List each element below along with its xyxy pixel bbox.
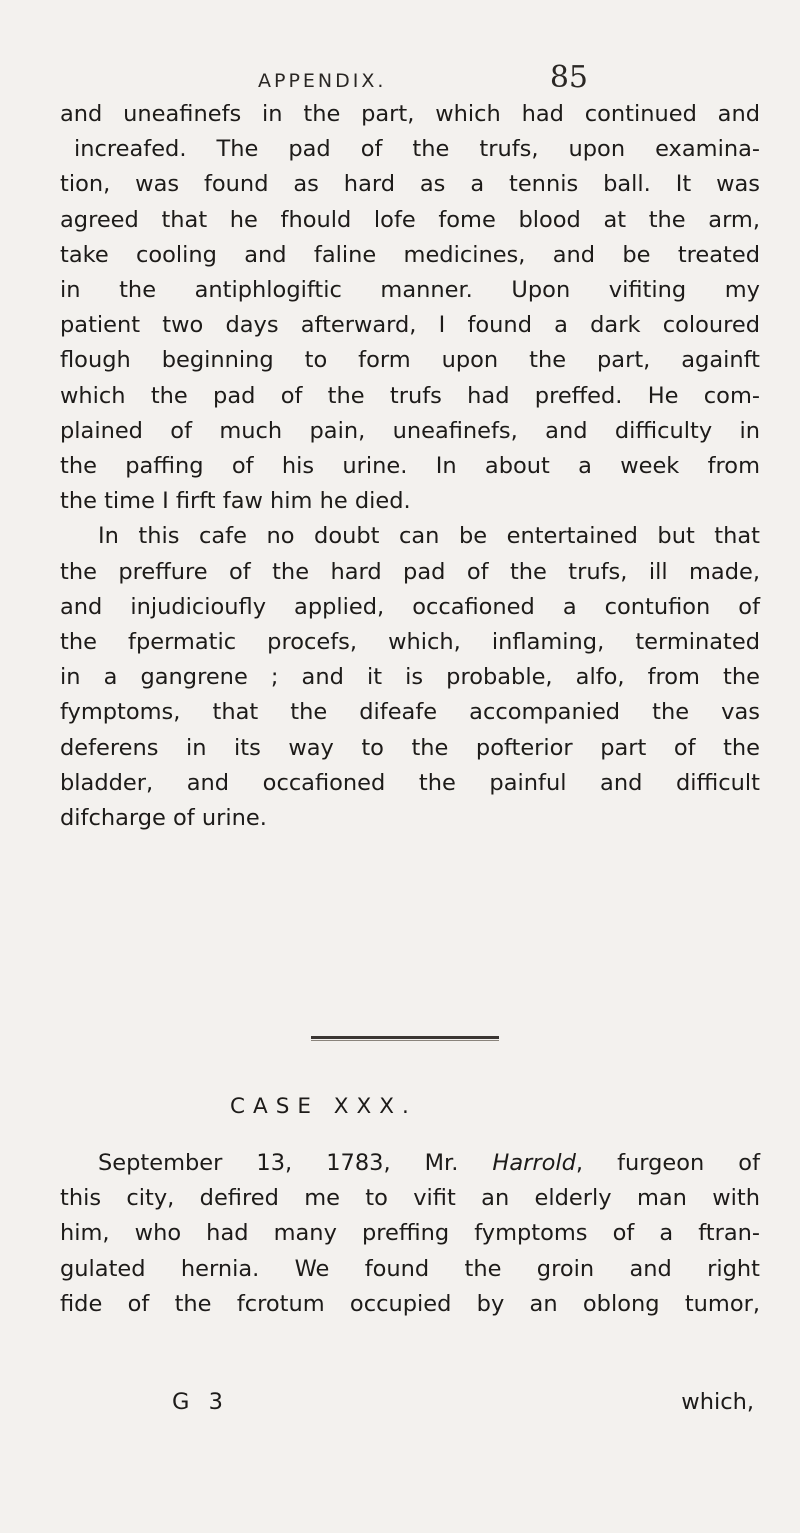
case-heading: CASE XXX. bbox=[230, 1094, 417, 1119]
text-line: gulated hernia. We found the groin and right bbox=[60, 1255, 760, 1282]
text-line: patient two days afterward, I found a dark coloured bbox=[60, 312, 760, 339]
text-line: and uneafinefs in the part, which had continued and bbox=[60, 101, 760, 127]
section-divider-rule bbox=[311, 1036, 499, 1041]
text-line: difcharge of urine. bbox=[60, 805, 267, 832]
text-line: the fpermatic procefs, which, inflaming, terminated bbox=[60, 629, 760, 656]
text-line: bladder, and occafioned the painful and difficult bbox=[60, 769, 760, 796]
text-line: plained of much pain, uneafinefs, and difficulty in bbox=[60, 417, 760, 444]
text-line: tion, was found as hard as a tennis ball. It was bbox=[60, 171, 760, 198]
text-span: September 13, 1783, Mr. bbox=[98, 1150, 493, 1176]
text-line: agreed that he fhould lofe fome blood at the arm, bbox=[60, 206, 760, 233]
text-line: which the pad of the trufs had preffed. He com- bbox=[60, 382, 760, 409]
signature-mark: G 3 bbox=[172, 1389, 229, 1415]
catchword: which, bbox=[681, 1389, 754, 1415]
paragraph-case-xxx bbox=[60, 1146, 760, 1322]
paragraph-case-conclusion bbox=[60, 97, 760, 836]
text-line: fymptoms, that the difeafe accompanied the vas bbox=[60, 699, 760, 726]
running-head: APPENDIX. bbox=[258, 70, 387, 92]
text-line: the preffure of the hard pad of the trufs, ill made, bbox=[60, 558, 760, 585]
text-line: fide of the fcrotum occupied by an oblong tumor, bbox=[60, 1290, 760, 1317]
text-line bbox=[60, 1146, 760, 1181]
page-number: 85 bbox=[549, 60, 588, 95]
text-line: the time I firft faw him he died. bbox=[60, 488, 411, 515]
text-line: take cooling and faline medicines, and be treated bbox=[60, 241, 760, 268]
text-line: and injudicioufly applied, occafioned a contufion of bbox=[60, 593, 760, 620]
text-line: flough beginning to form upon the part, againft bbox=[60, 347, 760, 374]
text-line: in the antiphlogiftic manner. Upon vifiting my bbox=[60, 277, 760, 304]
text-line: him, who had many preffing fymptoms of a ftran- bbox=[60, 1220, 760, 1247]
text-span: , furgeon of bbox=[575, 1150, 760, 1176]
text-line: in a gangrene ; and it is probable, alfo, from the bbox=[60, 664, 760, 691]
text-line: this city, defired me to vifit an elderly man with bbox=[60, 1185, 760, 1212]
text-line: increafed. The pad of the trufs, upon examina- bbox=[74, 136, 760, 163]
text-line: In this cafe no doubt can be entertained but that bbox=[98, 523, 760, 550]
surgeon-name: Harrold bbox=[492, 1150, 576, 1176]
text-line: deferens in its way to the pofterior part of the bbox=[60, 734, 760, 761]
page-footer bbox=[60, 1389, 760, 1425]
text-line: the paffing of his urine. In about a week from bbox=[60, 453, 760, 480]
